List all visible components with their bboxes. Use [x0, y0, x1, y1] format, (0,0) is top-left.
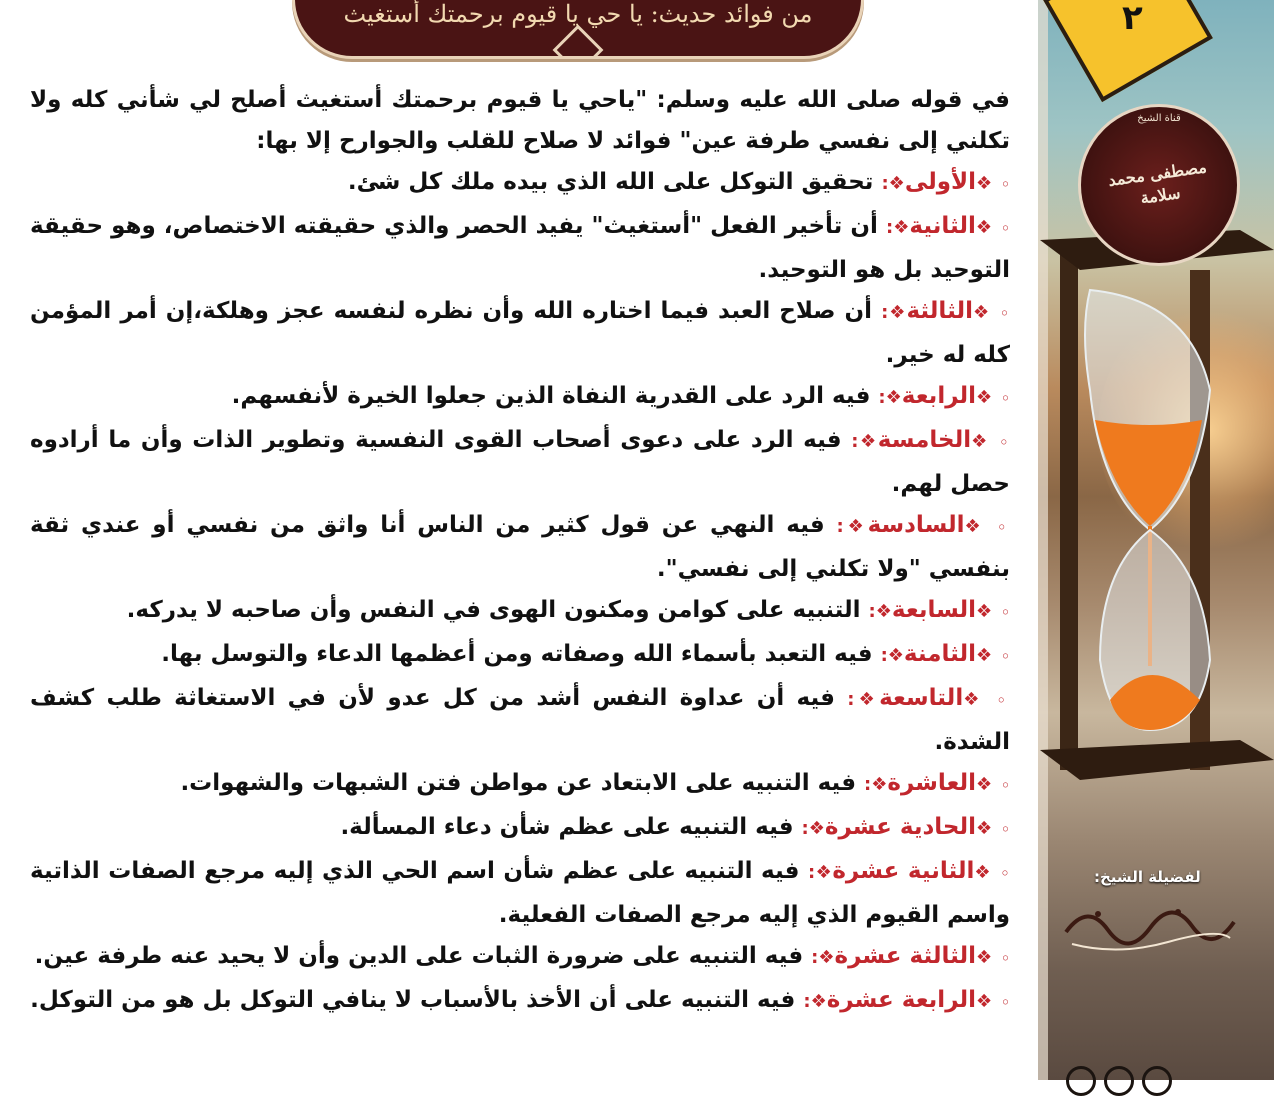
- diamond-icon: ❖: [963, 689, 984, 710]
- diamond-icon: ❖: [976, 947, 993, 968]
- sheikh-label: لفضيلة الشيخ:: [1094, 868, 1201, 886]
- benefit-text: تحقيق التوكل على الله الذي بيده ملك كل شئ.: [347, 169, 874, 195]
- benefit-text: فيه التعبد بأسماء الله وصفاته ومن أعظمها الدعاء والتوسل بها.: [161, 641, 873, 667]
- diamond-icon: ❖: [964, 516, 985, 537]
- bullet-icon: ◦: [987, 693, 1011, 709]
- sheikh-signature: [1058, 892, 1240, 962]
- benefit-text: أن تأخير الفعل "أستغيث" يفيد الحصر والذي حقيقته الاختصاص، وهو حقيقة التوحيد بل هو التوحيد.: [30, 213, 1010, 283]
- benefit-label: الحادية عشرة: [824, 814, 977, 840]
- benefits-text: [30, 80, 1010, 1024]
- diamond-icon: ❖:: [885, 217, 910, 238]
- benefit-item: [30, 162, 1010, 206]
- diamond-icon: ❖:: [851, 431, 878, 452]
- benefit-item: [30, 807, 1010, 851]
- page-title: من فوائد حديث: يا حي يا قيوم برحمتك أستغيث: [343, 0, 813, 28]
- benefit-text: فيه الرد على القدرية النفاة الذين جعلوا الخيرة لأنفسهم.: [231, 383, 871, 409]
- diamond-icon: ❖: [976, 387, 993, 408]
- diamond-icon: ❖:: [801, 818, 825, 839]
- bullet-icon: ◦: [992, 435, 1010, 451]
- benefit-text: فيه التنبيه على أن الأخذ بالأسباب لا ينافي التوكل بل هو من التوكل.: [30, 987, 796, 1013]
- diamond-icon: ❖:: [878, 387, 902, 408]
- intro-paragraph: في قوله صلى الله عليه وسلم: "ياحي يا قيوم برحمتك أستغيث أصلح لي شأني كله ولا تكلني إلى نفسي طرفة عين" فوائد لا صلاح للقلب والجوارح إلا بها:: [30, 87, 1010, 154]
- bullet-icon: ◦: [996, 649, 1010, 665]
- bullet-icon: ◦: [996, 605, 1010, 621]
- benefit-item: [30, 678, 1010, 763]
- benefit-text: فيه التنبيه على ضرورة الثبات على الدين وأن لا يحيد عنه طرفة عين.: [34, 943, 804, 969]
- decoration-dot: [1142, 1066, 1172, 1096]
- diamond-icon: ❖:: [864, 774, 888, 795]
- benefit-label: السادسة: [867, 512, 965, 538]
- benefit-label: الثامنة: [903, 641, 977, 667]
- benefit-item: [30, 505, 1010, 590]
- bullet-icon: ◦: [996, 951, 1010, 967]
- benefit-label: الخامسة: [877, 427, 972, 453]
- bottom-decoration: [1066, 1066, 1172, 1096]
- benefit-item: [30, 634, 1010, 678]
- benefits-list: [30, 162, 1010, 1024]
- benefit-item: [30, 206, 1010, 291]
- bullet-icon: ◦: [996, 822, 1010, 838]
- bullet-icon: ◦: [996, 391, 1010, 407]
- benefit-item: [30, 420, 1010, 505]
- benefit-item: [30, 291, 1010, 376]
- benefit-item: [30, 980, 1010, 1024]
- benefit-item: [30, 936, 1010, 980]
- diamond-icon: ❖: [971, 431, 989, 452]
- benefit-label: الرابعة: [901, 383, 977, 409]
- bullet-icon: ◦: [995, 866, 1010, 882]
- benefit-item: [30, 376, 1010, 420]
- benefit-text: فيه النهي عن قول كثير من الناس أنا واثق من نفسي أو عندي ثقة بنفسي "ولا تكلني إلى نفسي".: [30, 512, 1010, 582]
- benefit-label: الرابعة عشرة: [826, 987, 977, 1013]
- diamond-icon: ❖: [974, 862, 992, 883]
- bullet-icon: ◦: [996, 778, 1010, 794]
- diamond-icon: ❖: [976, 991, 993, 1012]
- diamond-icon: ❖: [976, 601, 993, 622]
- benefit-label: السابعة: [891, 597, 977, 623]
- bullet-icon: ◦: [996, 221, 1011, 237]
- benefit-label: الثانية: [909, 213, 976, 239]
- diamond-icon: ❖:: [881, 302, 907, 323]
- hourglass-image: [1040, 230, 1274, 790]
- diamond-icon: ❖: [972, 302, 991, 323]
- diamond-icon: ❖: [976, 645, 993, 666]
- channel-logo-caption: قناة الشيخ: [1137, 113, 1181, 124]
- benefit-label: الأولى: [904, 169, 977, 195]
- benefit-label: الثانية عشرة: [832, 858, 975, 884]
- diamond-icon: ❖:: [836, 516, 868, 537]
- diamond-icon: ❖:: [880, 645, 904, 666]
- benefit-text: فيه التنبيه على عظم شأن دعاء المسألة.: [340, 814, 794, 840]
- diamond-icon: ❖:: [811, 947, 835, 968]
- benefit-label: العاشرة: [887, 770, 977, 796]
- title-banner: [292, 0, 864, 59]
- diamond-icon: ❖:: [803, 991, 827, 1012]
- bullet-icon: ◦: [996, 177, 1010, 193]
- benefit-text: فيه أن عداوة النفس أشد من كل عدو لأن في الاستغاثة طلب كشف الشدة.: [30, 685, 1010, 755]
- diamond-icon: ❖:: [847, 689, 880, 710]
- page-number: ٢: [1122, 0, 1143, 38]
- diamond-icon: ❖:: [868, 601, 892, 622]
- decoration-dot: [1104, 1066, 1134, 1096]
- diamond-icon: ❖: [976, 818, 993, 839]
- benefit-text: فيه الرد على دعوى أصحاب القوى النفسية وتطوير الذات وأن ما أرادوه حصل لهم.: [30, 427, 1010, 497]
- decoration-dot: [1066, 1066, 1096, 1096]
- benefit-item: [30, 763, 1010, 807]
- benefit-item: [30, 851, 1010, 936]
- benefit-text: أن صلاح العبد فيما اختاره الله وأن نظره لنفسه عجز وهلكة،إن أمر المؤمن كله له خير.: [30, 298, 1010, 368]
- channel-logo-calligraphy: مصطفى محمد سلامة: [1106, 157, 1208, 208]
- bullet-icon: ◦: [988, 520, 1010, 536]
- benefit-label: التاسعة: [879, 685, 964, 711]
- diamond-icon: ❖: [976, 173, 993, 194]
- diamond-icon: ❖: [975, 217, 993, 238]
- benefit-label: الثالثة: [906, 298, 973, 324]
- diamond-icon: ❖: [976, 774, 993, 795]
- benefit-text: فيه التنبيه على عظم شأن اسم الحي الذي إليه مرجع الصفات الذاتية واسم القيوم الذي إليه مرجع الصفات الفعلية.: [30, 858, 1010, 928]
- bullet-icon: ◦: [994, 306, 1010, 322]
- benefit-text: التنبيه على كوامن ومكنون الهوى في النفس وأن صاحبه لا يدركه.: [126, 597, 861, 623]
- diamond-icon: ❖:: [881, 173, 905, 194]
- benefit-text: فيه التنبيه على الابتعاد عن مواطن فتن الشبهات والشهوات.: [180, 770, 857, 796]
- benefit-item: [30, 590, 1010, 634]
- bullet-icon: ◦: [996, 995, 1010, 1011]
- channel-logo: [1078, 104, 1240, 266]
- diamond-icon: ❖:: [807, 862, 833, 883]
- benefit-label: الثالثة عشرة: [834, 943, 977, 969]
